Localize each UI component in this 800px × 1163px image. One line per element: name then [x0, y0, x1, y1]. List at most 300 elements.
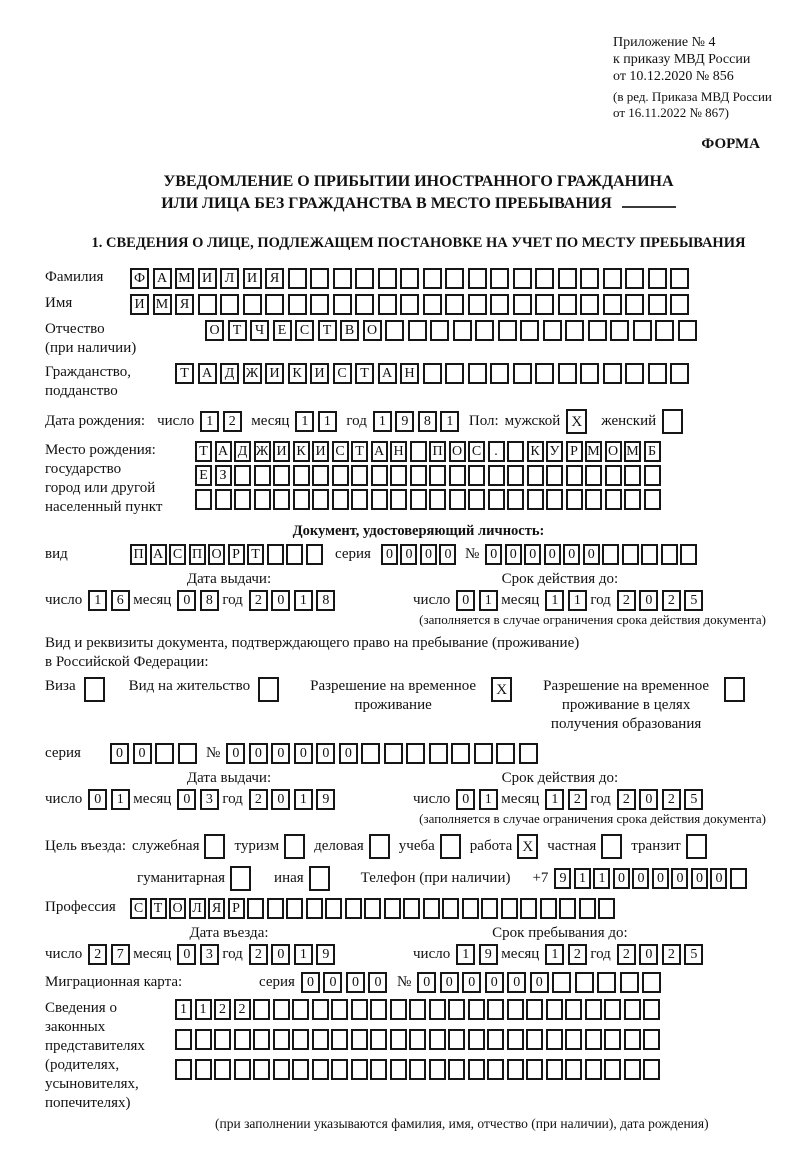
char-box[interactable] — [284, 834, 305, 859]
char-box[interactable] — [429, 1059, 446, 1080]
char-box[interactable] — [312, 489, 329, 510]
char-box[interactable] — [535, 294, 554, 315]
char-box[interactable] — [406, 743, 425, 764]
char-box[interactable] — [468, 268, 487, 289]
char-box[interactable] — [597, 972, 616, 993]
char-box[interactable] — [195, 489, 212, 510]
char-box[interactable]: 2 — [617, 944, 636, 965]
char-box[interactable] — [527, 489, 544, 510]
char-box[interactable] — [605, 465, 622, 486]
char-box[interactable]: К — [288, 363, 307, 384]
char-box[interactable] — [468, 489, 485, 510]
char-box[interactable]: М — [585, 441, 602, 462]
char-box[interactable]: А — [215, 441, 232, 462]
char-box[interactable]: 2 — [88, 944, 107, 965]
char-box[interactable]: 0 — [710, 868, 727, 889]
char-box[interactable]: 0 — [524, 544, 541, 565]
char-box[interactable] — [448, 1059, 465, 1080]
char-box[interactable] — [230, 866, 251, 891]
char-box[interactable]: 8 — [418, 411, 437, 432]
char-box[interactable]: Ч — [250, 320, 269, 341]
char-box[interactable] — [409, 1059, 426, 1080]
char-box[interactable]: И — [310, 363, 329, 384]
char-box[interactable]: И — [130, 294, 149, 315]
char-box[interactable] — [527, 465, 544, 486]
char-box[interactable]: 5 — [684, 789, 703, 810]
char-box[interactable] — [724, 677, 745, 702]
char-box[interactable] — [400, 294, 419, 315]
char-box[interactable] — [468, 465, 485, 486]
char-box[interactable] — [429, 489, 446, 510]
char-box[interactable]: Т — [195, 441, 212, 462]
char-box[interactable]: Т — [351, 441, 368, 462]
char-box[interactable] — [370, 999, 387, 1020]
char-box[interactable]: 0 — [505, 544, 522, 565]
char-box[interactable] — [526, 1059, 543, 1080]
char-box[interactable] — [448, 1029, 465, 1050]
char-box[interactable] — [370, 1029, 387, 1050]
char-box[interactable] — [498, 320, 517, 341]
char-box[interactable] — [535, 363, 554, 384]
char-box[interactable] — [442, 898, 459, 919]
char-box[interactable]: 0 — [420, 544, 437, 565]
char-box[interactable]: Р — [228, 544, 245, 565]
char-box[interactable] — [474, 743, 493, 764]
char-box[interactable] — [526, 1029, 543, 1050]
char-box[interactable] — [603, 363, 622, 384]
char-box[interactable]: Т — [355, 363, 374, 384]
char-box[interactable] — [214, 1059, 231, 1080]
char-box[interactable] — [378, 294, 397, 315]
char-box[interactable] — [451, 743, 470, 764]
char-box[interactable]: 1 — [574, 868, 591, 889]
char-box[interactable] — [604, 1059, 621, 1080]
char-box[interactable] — [513, 294, 532, 315]
char-box[interactable]: М — [624, 441, 641, 462]
char-box[interactable] — [254, 465, 271, 486]
char-box[interactable] — [449, 465, 466, 486]
char-box[interactable] — [286, 544, 303, 565]
char-box[interactable]: 1 — [456, 944, 475, 965]
char-box[interactable] — [409, 999, 426, 1020]
char-box[interactable] — [288, 268, 307, 289]
char-box[interactable]: Т — [247, 544, 264, 565]
char-box[interactable]: О — [449, 441, 466, 462]
char-box[interactable]: 0 — [368, 972, 387, 993]
char-box[interactable]: Т — [175, 363, 194, 384]
char-box[interactable]: О — [169, 898, 186, 919]
char-box[interactable]: Д — [234, 441, 251, 462]
char-box[interactable]: А — [198, 363, 217, 384]
char-box[interactable] — [513, 268, 532, 289]
char-box[interactable]: 9 — [554, 868, 571, 889]
char-box[interactable] — [602, 544, 619, 565]
char-box[interactable]: 9 — [479, 944, 498, 965]
char-box[interactable]: 0 — [177, 944, 196, 965]
char-box[interactable]: С — [130, 898, 147, 919]
char-box[interactable]: 0 — [462, 972, 481, 993]
char-box[interactable]: О — [205, 320, 224, 341]
char-box[interactable]: 0 — [485, 972, 504, 993]
char-box[interactable] — [178, 743, 197, 764]
char-box[interactable] — [558, 294, 577, 315]
char-box[interactable] — [543, 320, 562, 341]
char-box[interactable] — [490, 268, 509, 289]
char-box[interactable] — [390, 1029, 407, 1050]
char-box[interactable] — [475, 320, 494, 341]
char-box[interactable] — [468, 363, 487, 384]
char-box[interactable] — [273, 999, 290, 1020]
char-box[interactable]: 2 — [249, 590, 268, 611]
char-box[interactable] — [273, 1029, 290, 1050]
char-box[interactable]: 2 — [214, 999, 231, 1020]
char-box[interactable]: Я — [175, 294, 194, 315]
char-box[interactable] — [644, 465, 661, 486]
char-box[interactable] — [604, 1029, 621, 1050]
char-box[interactable] — [265, 294, 284, 315]
char-box[interactable] — [175, 1029, 192, 1050]
char-box[interactable] — [312, 1029, 329, 1050]
char-box[interactable]: У — [546, 441, 563, 462]
char-box[interactable]: Ж — [254, 441, 271, 462]
char-box[interactable] — [247, 898, 264, 919]
char-box[interactable]: 9 — [316, 789, 335, 810]
char-box[interactable] — [622, 544, 639, 565]
char-box[interactable] — [490, 294, 509, 315]
char-box[interactable] — [655, 320, 674, 341]
char-box[interactable]: М — [175, 268, 194, 289]
char-box[interactable]: И — [273, 441, 290, 462]
char-box[interactable]: 3 — [200, 789, 219, 810]
char-box[interactable]: 1 — [295, 411, 314, 432]
char-box[interactable] — [351, 1059, 368, 1080]
char-box[interactable] — [384, 898, 401, 919]
char-box[interactable] — [204, 834, 225, 859]
char-box[interactable] — [445, 268, 464, 289]
char-box[interactable] — [507, 1029, 524, 1050]
char-box[interactable]: Т — [228, 320, 247, 341]
char-box[interactable] — [501, 898, 518, 919]
char-box[interactable]: Я — [265, 268, 284, 289]
char-box[interactable] — [481, 898, 498, 919]
char-box[interactable] — [198, 294, 217, 315]
char-box[interactable] — [355, 294, 374, 315]
char-box[interactable] — [293, 489, 310, 510]
char-box[interactable] — [410, 441, 427, 462]
char-box[interactable] — [565, 1059, 582, 1080]
char-box[interactable]: 0 — [613, 868, 630, 889]
char-box[interactable]: 0 — [110, 743, 129, 764]
char-box[interactable]: 1 — [195, 999, 212, 1020]
char-box[interactable]: 2 — [249, 944, 268, 965]
char-box[interactable] — [430, 320, 449, 341]
char-box[interactable]: 1 — [111, 789, 130, 810]
char-box[interactable]: 2 — [662, 944, 681, 965]
char-box[interactable]: 0 — [323, 972, 342, 993]
char-box[interactable] — [559, 898, 576, 919]
char-box[interactable]: М — [153, 294, 172, 315]
char-box[interactable] — [643, 1059, 660, 1080]
char-box[interactable] — [371, 489, 388, 510]
char-box[interactable]: X — [517, 834, 538, 859]
char-box[interactable]: 1 — [479, 789, 498, 810]
char-box[interactable] — [306, 898, 323, 919]
char-box[interactable] — [331, 999, 348, 1020]
char-box[interactable] — [624, 465, 641, 486]
char-box[interactable]: 0 — [381, 544, 398, 565]
char-box[interactable] — [332, 465, 349, 486]
char-box[interactable] — [641, 544, 658, 565]
char-box[interactable] — [293, 465, 310, 486]
char-box[interactable] — [273, 1059, 290, 1080]
char-box[interactable] — [273, 489, 290, 510]
char-box[interactable]: 0 — [456, 590, 475, 611]
char-box[interactable] — [355, 268, 374, 289]
char-box[interactable] — [625, 294, 644, 315]
char-box[interactable] — [488, 489, 505, 510]
char-box[interactable] — [312, 1059, 329, 1080]
char-box[interactable] — [558, 363, 577, 384]
char-box[interactable] — [580, 363, 599, 384]
char-box[interactable] — [526, 999, 543, 1020]
char-box[interactable]: 8 — [316, 590, 335, 611]
char-box[interactable]: 2 — [568, 944, 587, 965]
char-box[interactable]: Б — [644, 441, 661, 462]
char-box[interactable]: С — [169, 544, 186, 565]
char-box[interactable]: 9 — [316, 944, 335, 965]
char-box[interactable]: 2 — [223, 411, 242, 432]
char-box[interactable] — [507, 1059, 524, 1080]
char-box[interactable] — [546, 465, 563, 486]
char-box[interactable] — [312, 999, 329, 1020]
char-box[interactable] — [579, 898, 596, 919]
char-box[interactable]: Е — [195, 465, 212, 486]
char-box[interactable]: 0 — [639, 789, 658, 810]
char-box[interactable]: Я — [208, 898, 225, 919]
char-box[interactable] — [385, 320, 404, 341]
char-box[interactable] — [423, 268, 442, 289]
char-box[interactable] — [496, 743, 515, 764]
char-box[interactable]: С — [332, 441, 349, 462]
char-box[interactable]: И — [198, 268, 217, 289]
char-box[interactable]: 1 — [88, 590, 107, 611]
char-box[interactable] — [580, 268, 599, 289]
char-box[interactable] — [546, 489, 563, 510]
char-box[interactable]: 1 — [440, 411, 459, 432]
char-box[interactable] — [585, 1059, 602, 1080]
char-box[interactable]: 1 — [318, 411, 337, 432]
char-box[interactable]: 0 — [177, 590, 196, 611]
char-box[interactable]: 0 — [456, 789, 475, 810]
char-box[interactable]: 0 — [226, 743, 245, 764]
char-box[interactable] — [155, 743, 174, 764]
char-box[interactable]: 6 — [111, 590, 130, 611]
char-box[interactable]: 0 — [544, 544, 561, 565]
char-box[interactable] — [643, 999, 660, 1020]
char-box[interactable] — [371, 465, 388, 486]
char-box[interactable]: З — [215, 465, 232, 486]
char-box[interactable] — [403, 898, 420, 919]
char-box[interactable] — [624, 1029, 641, 1050]
char-box[interactable] — [351, 465, 368, 486]
char-box[interactable] — [333, 294, 352, 315]
char-box[interactable] — [429, 743, 448, 764]
char-box[interactable] — [429, 465, 446, 486]
char-box[interactable] — [565, 999, 582, 1020]
char-box[interactable]: 1 — [175, 999, 192, 1020]
char-box[interactable]: 0 — [583, 544, 600, 565]
char-box[interactable]: Т — [318, 320, 337, 341]
char-box[interactable] — [378, 268, 397, 289]
char-box[interactable] — [243, 294, 262, 315]
char-box[interactable] — [234, 1059, 251, 1080]
char-box[interactable]: К — [293, 441, 310, 462]
char-box[interactable]: 2 — [234, 999, 251, 1020]
char-box[interactable] — [648, 363, 667, 384]
char-box[interactable] — [566, 489, 583, 510]
char-box[interactable] — [643, 1029, 660, 1050]
char-box[interactable] — [535, 268, 554, 289]
char-box[interactable] — [292, 999, 309, 1020]
char-box[interactable]: П — [130, 544, 147, 565]
char-box[interactable] — [195, 1059, 212, 1080]
char-box[interactable]: П — [429, 441, 446, 462]
char-box[interactable]: С — [295, 320, 314, 341]
char-box[interactable]: 0 — [691, 868, 708, 889]
char-box[interactable]: О — [363, 320, 382, 341]
char-box[interactable]: 8 — [200, 590, 219, 611]
char-box[interactable] — [370, 1059, 387, 1080]
char-box[interactable] — [552, 972, 571, 993]
char-box[interactable] — [633, 320, 652, 341]
char-box[interactable] — [605, 489, 622, 510]
char-box[interactable]: Р — [566, 441, 583, 462]
char-box[interactable]: . — [488, 441, 505, 462]
char-box[interactable]: Д — [220, 363, 239, 384]
char-box[interactable] — [351, 489, 368, 510]
char-box[interactable]: 0 — [316, 743, 335, 764]
char-box[interactable] — [670, 363, 689, 384]
char-box[interactable] — [331, 1059, 348, 1080]
char-box[interactable] — [507, 489, 524, 510]
char-box[interactable] — [361, 743, 380, 764]
char-box[interactable] — [423, 363, 442, 384]
char-box[interactable]: К — [527, 441, 544, 462]
char-box[interactable] — [488, 465, 505, 486]
char-box[interactable]: 1 — [294, 789, 313, 810]
char-box[interactable] — [490, 363, 509, 384]
char-box[interactable] — [601, 834, 622, 859]
char-box[interactable] — [445, 363, 464, 384]
char-box[interactable]: 1 — [545, 789, 564, 810]
char-box[interactable] — [565, 320, 584, 341]
char-box[interactable] — [408, 320, 427, 341]
char-box[interactable]: X — [566, 409, 587, 434]
char-box[interactable]: 0 — [294, 743, 313, 764]
char-box[interactable]: Н — [400, 363, 419, 384]
char-box[interactable] — [588, 320, 607, 341]
char-box[interactable]: В — [340, 320, 359, 341]
char-box[interactable]: 0 — [271, 789, 290, 810]
char-box[interactable] — [678, 320, 697, 341]
char-box[interactable] — [267, 898, 284, 919]
char-box[interactable]: Л — [220, 268, 239, 289]
char-box[interactable] — [390, 489, 407, 510]
char-box[interactable]: 1 — [545, 944, 564, 965]
char-box[interactable] — [540, 898, 557, 919]
char-box[interactable] — [312, 465, 329, 486]
char-box[interactable]: 5 — [684, 944, 703, 965]
char-box[interactable] — [332, 489, 349, 510]
char-box[interactable] — [507, 465, 524, 486]
char-box[interactable] — [234, 1029, 251, 1050]
char-box[interactable] — [175, 1059, 192, 1080]
char-box[interactable]: 1 — [545, 590, 564, 611]
char-box[interactable]: 2 — [662, 789, 681, 810]
char-box[interactable] — [620, 972, 639, 993]
char-box[interactable]: 0 — [507, 972, 526, 993]
char-box[interactable] — [642, 972, 661, 993]
char-box[interactable]: 1 — [294, 944, 313, 965]
char-box[interactable] — [598, 898, 615, 919]
char-box[interactable] — [565, 1029, 582, 1050]
char-box[interactable]: 0 — [400, 544, 417, 565]
char-box[interactable] — [345, 898, 362, 919]
char-box[interactable] — [258, 677, 279, 702]
char-box[interactable]: 2 — [249, 789, 268, 810]
char-box[interactable]: 0 — [440, 972, 459, 993]
char-box[interactable]: А — [150, 544, 167, 565]
char-box[interactable]: 2 — [617, 789, 636, 810]
char-box[interactable]: 1 — [200, 411, 219, 432]
char-box[interactable] — [468, 294, 487, 315]
char-box[interactable]: О — [605, 441, 622, 462]
char-box[interactable]: 2 — [662, 590, 681, 611]
char-box[interactable] — [429, 1029, 446, 1050]
char-box[interactable]: 0 — [652, 868, 669, 889]
char-box[interactable]: 0 — [301, 972, 320, 993]
char-box[interactable] — [585, 999, 602, 1020]
char-box[interactable]: Р — [228, 898, 245, 919]
char-box[interactable] — [400, 268, 419, 289]
char-box[interactable] — [487, 999, 504, 1020]
char-box[interactable] — [453, 320, 472, 341]
char-box[interactable]: 2 — [617, 590, 636, 611]
char-box[interactable] — [423, 898, 440, 919]
char-box[interactable]: С — [333, 363, 352, 384]
char-box[interactable] — [390, 1059, 407, 1080]
char-box[interactable] — [662, 409, 683, 434]
char-box[interactable] — [580, 294, 599, 315]
char-box[interactable] — [234, 489, 251, 510]
char-box[interactable]: 0 — [133, 743, 152, 764]
char-box[interactable]: 0 — [417, 972, 436, 993]
char-box[interactable] — [644, 489, 661, 510]
char-box[interactable] — [445, 294, 464, 315]
char-box[interactable]: 2 — [568, 789, 587, 810]
char-box[interactable] — [520, 320, 539, 341]
char-box[interactable]: С — [468, 441, 485, 462]
char-box[interactable] — [575, 972, 594, 993]
char-box[interactable] — [267, 544, 284, 565]
char-box[interactable]: 0 — [271, 590, 290, 611]
char-box[interactable]: Ф — [130, 268, 149, 289]
char-box[interactable]: Л — [189, 898, 206, 919]
char-box[interactable] — [546, 1059, 563, 1080]
char-box[interactable] — [462, 898, 479, 919]
char-box[interactable]: П — [189, 544, 206, 565]
char-box[interactable] — [234, 465, 251, 486]
